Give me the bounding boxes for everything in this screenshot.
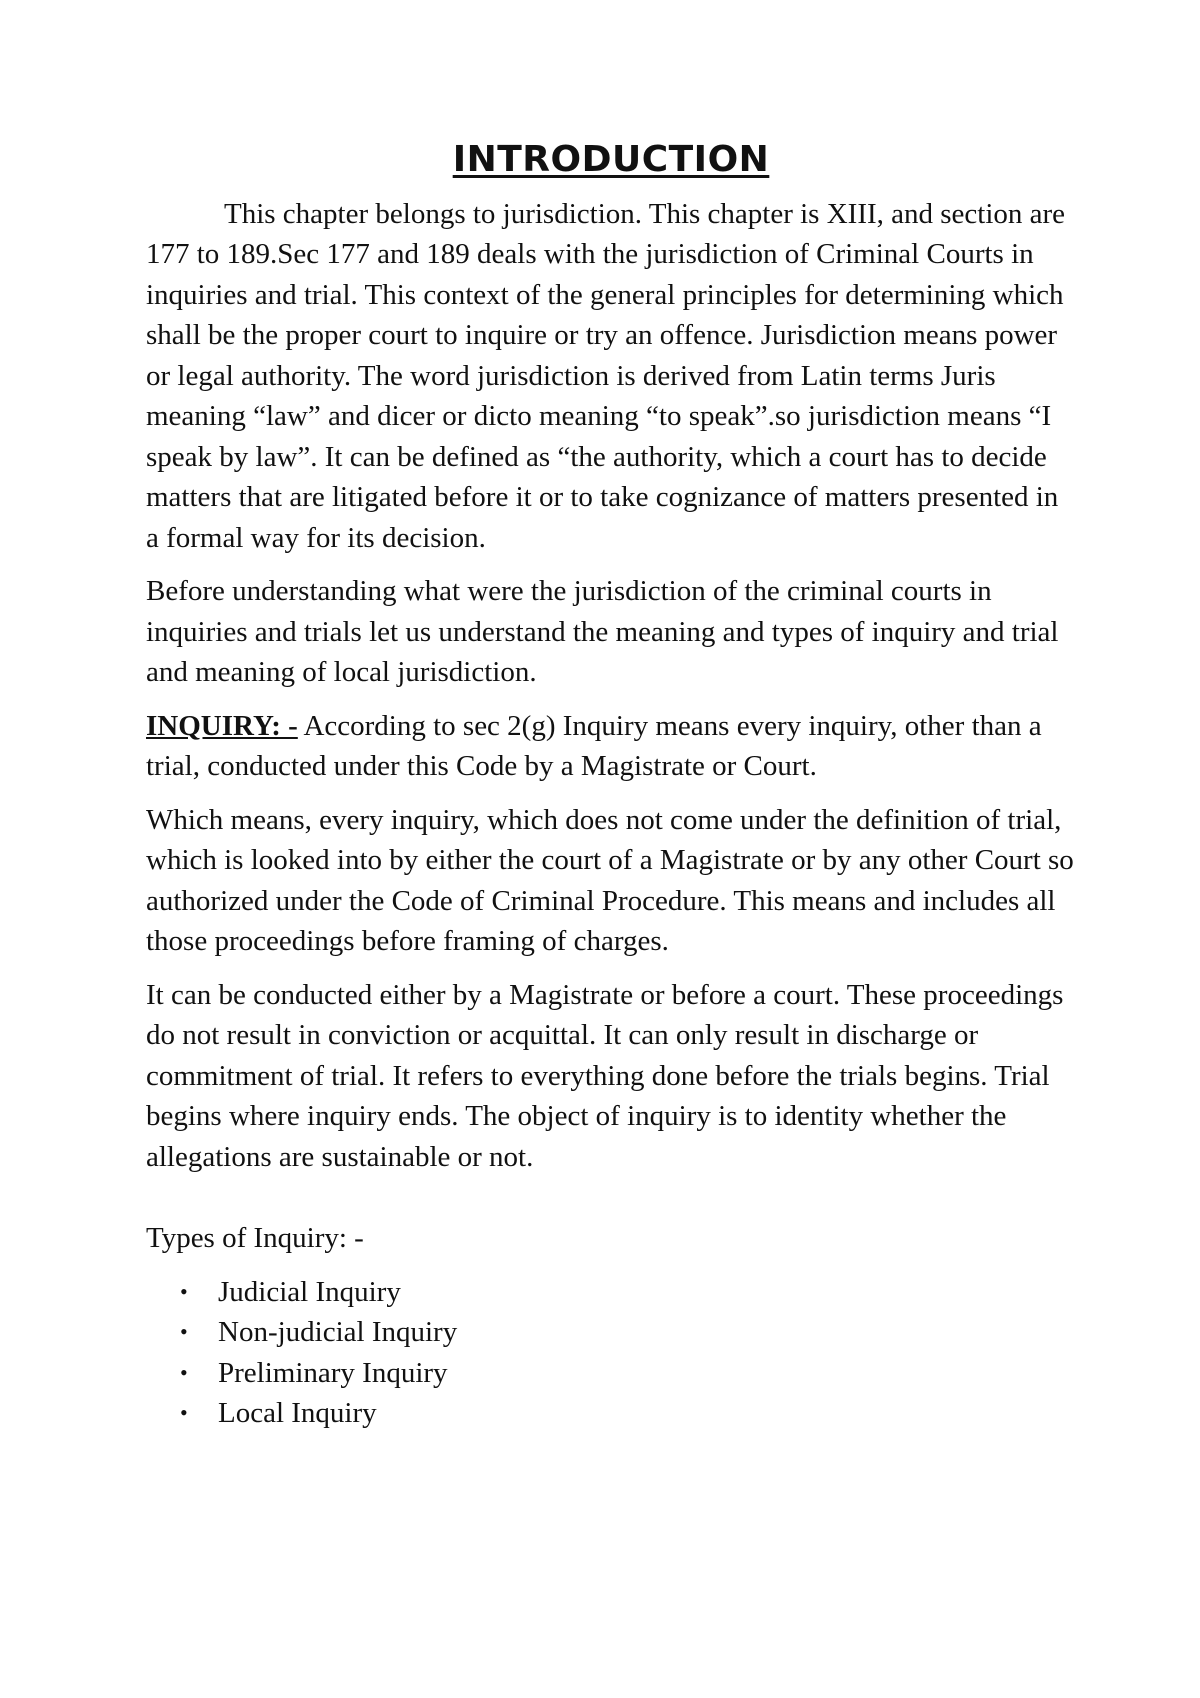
list-item (146, 1353, 1076, 1394)
inquiry-explanation-paragraph: Which means, every inquiry, which does not come under the definition of trial, which is looked into by either the court of a Magistrate or by any other Court so authorized under the Code of Criminal Procedure. This means and includes all those proceedings before framing of charges. (146, 803, 1074, 958)
list-item-label: Preliminary Inquiry (218, 1356, 448, 1389)
bullet-icon: • (180, 1278, 188, 1304)
inquiry-conduct-paragraph: It can be conducted either by a Magistrate or before a court. These proceedings do not result in conviction or acquittal. It can only result in discharge or commitment of trial. It refers to everything done before the trials begins. Trial begins where inquiry ends. The object of inquiry is to identity whether the allegations are sustainable or not. (146, 978, 1064, 1173)
types-heading: Types of Inquiry: - (146, 1222, 364, 1255)
section-spacer (146, 1190, 1076, 1218)
list-item (146, 1393, 1076, 1434)
list-item (146, 1312, 1076, 1353)
bullet-icon: • (180, 1319, 188, 1345)
list-item-label: Judicial Inquiry (218, 1275, 401, 1308)
page-title: INTRODUCTION (452, 139, 770, 180)
types-list (146, 1272, 1076, 1434)
list-item-label: Local Inquiry (218, 1397, 377, 1430)
bullet-icon: • (180, 1400, 188, 1426)
inquiry-term: INQUIRY: - (146, 709, 298, 742)
list-item (146, 1272, 1076, 1313)
document-page (146, 140, 1076, 1434)
context-paragraph: Before understanding what were the jurisdiction of the criminal courts in inquiries and trials let us understand the meaning and types of inquiry and trial and meaning of local jurisdiction. (146, 575, 1059, 689)
inquiry-definition-paragraph (146, 706, 1076, 787)
intro-paragraph: This chapter belongs to jurisdiction. This chapter is XIII, and section are 177 to 189.Sec 177 and 189 deals with the jurisdiction of Criminal Courts in inquiries and trial. This context of the general principles for determining which shall be the proper court to inquire or try an offence. Jurisdiction means power or legal authority. The word jurisdiction is derived from Latin terms Juris meaning “law” and dicer or dicto meaning “to speak”.so jurisdiction means “I speak by law”. It can be defined as “the authority, which a court has to decide matters that are litigated before it or to take cognizance of matters presented in a formal way for its decision. (146, 197, 1066, 554)
inquiry-definition-text: According to sec 2(g) Inquiry means every inquiry, other than a trial, conducted under this Code by a Magistrate or Court. (146, 709, 1042, 783)
list-item-label: Non-judicial Inquiry (218, 1316, 458, 1349)
bullet-icon: • (180, 1359, 188, 1385)
